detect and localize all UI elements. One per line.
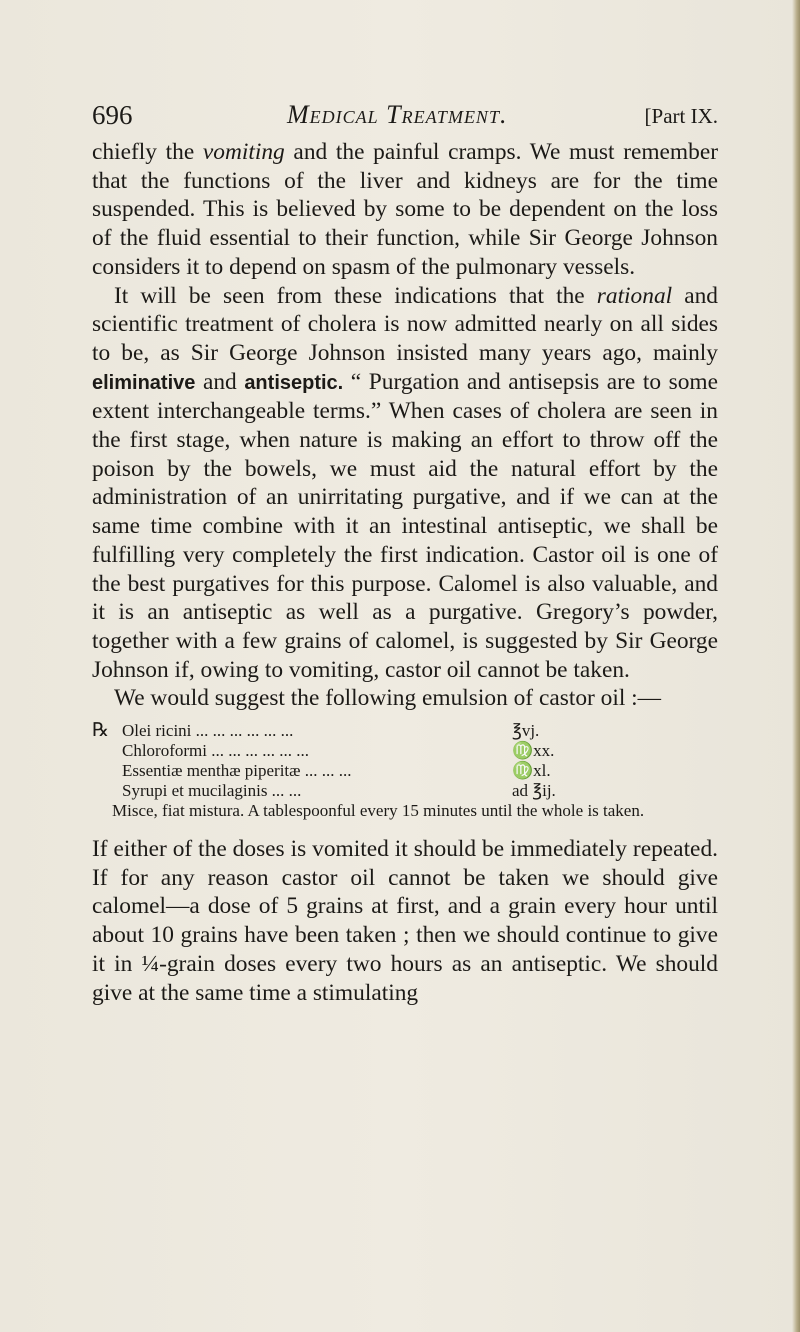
recipe-symbol-icon: ℞ (92, 720, 110, 742)
ingredient-name: Syrupi et mucilaginis ... ... (122, 781, 302, 801)
prescription-row (92, 761, 718, 781)
ingredient-quantity: ♍xx. (512, 741, 555, 761)
ingredient-quantity: ℥vj. (512, 721, 540, 741)
p2-part-b: and scientific treatment of cholera is now admitted nearly on all sides to be, as Sir George Johnson insisted many years ago, mainly (92, 282, 718, 366)
prescription-directions: Misce, fiat mistura. A tablespoonful every 15 minutes until the whole is taken. (112, 801, 645, 821)
p2-part-c: and (195, 368, 245, 395)
prescription-row (92, 741, 718, 761)
p2-part-a: It will be seen from these indications that the (114, 282, 597, 309)
ingredient-name: Essentiæ menthæ piperitæ ... ... ... (122, 761, 352, 781)
ingredient-name: Chloroformi ... ... ... ... ... ... (122, 741, 309, 761)
paragraph-1-rest: and the painful cramps. We must remember that the functions of the liver and kidneys are for the time suspended. This is believed by some to be dependent on the loss of the fluid essential to their function, while Sir George Johnson considers it to depend on spasm of the pulmonary vessels. (92, 139, 718, 280)
body-text (92, 138, 718, 1007)
paragraph-1: chiefly the vomiting and the painful cramps. We must remember that the functions of the liver and kidneys are for the time suspended. This is believed by some to be dependent on the loss of the fluid essential to their function, while Sir George Johnson considers it to depend on spasm of the pulmonary vessels. (92, 139, 718, 280)
paragraph-3: We would suggest the following emulsion of castor oil :— (114, 685, 662, 712)
paragraph-4: If either of the doses is vomited it should be immediately repeated. If for any reason castor oil cannot be taken we should give calomel—a dose of 5 grains at first, and a grain every hour until about 10 grains have been taken ; then we should continue to give it in ¼-grain doses every two hours as an antiseptic. We should give at the same time a stimulating (92, 836, 718, 1006)
emphasis-rational: rational (596, 282, 673, 309)
ingredient-name: Olei ricini ... ... ... ... ... ... (122, 721, 294, 741)
emphasis-antiseptic: antiseptic. (244, 371, 344, 394)
prescription-row (92, 721, 718, 741)
prescription (92, 721, 718, 821)
emphasis-eliminative: eliminative (92, 371, 196, 394)
paragraph-2 (92, 282, 718, 685)
ingredient-quantity: ad ℥ij. (512, 781, 556, 801)
page-header (92, 100, 718, 134)
part-label: [Part IX. (644, 104, 718, 128)
prescription-row (92, 781, 718, 801)
page-number: 696 (92, 100, 133, 130)
running-title: Medical Treatment. (287, 100, 508, 129)
ingredient-quantity: ♍xl. (512, 761, 551, 781)
p2-part-d: “ Purgation and antisepsis are to some extent interchangeable terms.” When cases of cholera are seen in the first stage, when nature is making an effort to throw off the poison by the bowels, we must aid the natural effort by the administration of an unirritating purgative, and if we can at the same time combine with it an intestinal antiseptic, we shall be fulfilling very completely the first indication. Castor oil is one of the best purgatives for this purpose. Calomel is also valuable, and it is an antiseptic as well as a purgative. Gregory’s powder, together with a few grains of calomel, is suggested by Sir George Johnson if, owing to vomiting, castor oil cannot be taken. (92, 368, 719, 683)
emphasis-vomiting: vomiting (202, 139, 285, 165)
page-edge (792, 0, 800, 1332)
